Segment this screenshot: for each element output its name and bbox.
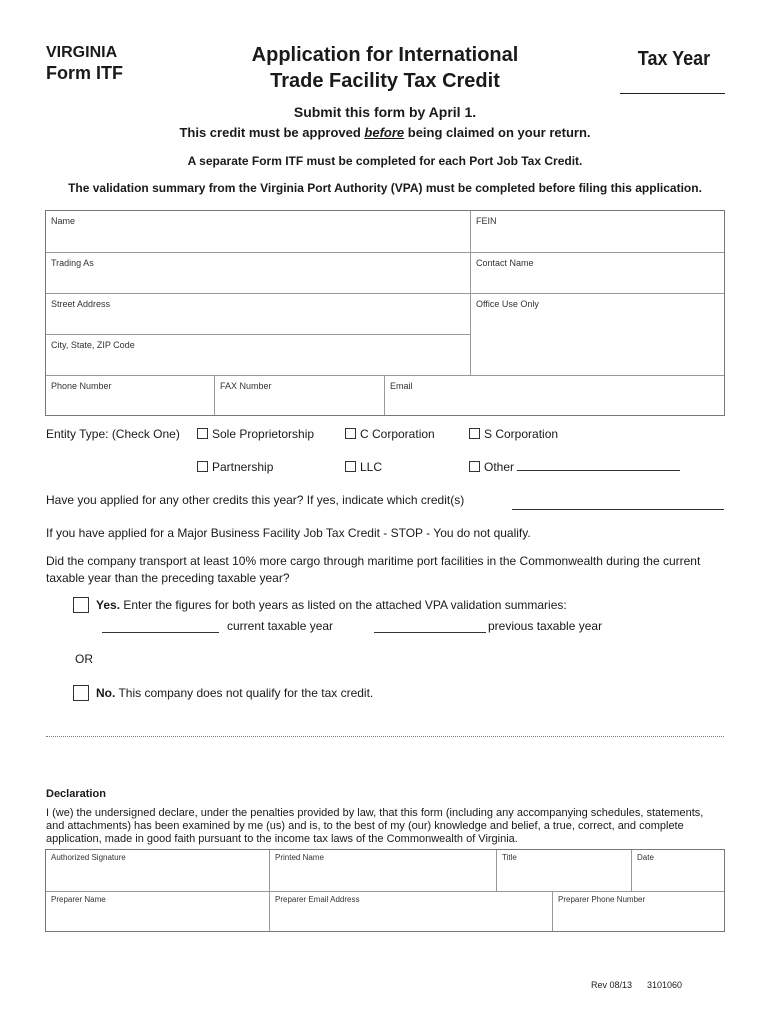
yes-checkbox[interactable]: [73, 597, 89, 613]
preparer-email-field[interactable]: [269, 891, 553, 931]
preparer-phone-field[interactable]: [552, 891, 724, 931]
separate-form-text: A separate Form ITF must be completed for each Port Job Tax Credit.: [187, 154, 583, 168]
entity-partnership[interactable]: [197, 460, 273, 474]
form-code: 3101060: [647, 980, 683, 990]
title-field[interactable]: [496, 850, 632, 891]
option-label: C Corporation: [360, 427, 435, 441]
revision-label: Rev 08/13: [591, 980, 633, 990]
city-state-zip-field[interactable]: [46, 334, 471, 375]
option-label: Sole Proprietorship: [212, 427, 315, 441]
no-checkbox[interactable]: [73, 685, 89, 701]
entity-c-corporation[interactable]: [345, 427, 435, 441]
no-option: [96, 686, 373, 700]
title-line-2: Trade Facility Tax Credit: [270, 70, 500, 92]
signature-grid: [45, 849, 725, 932]
form-title: [200, 42, 570, 94]
declaration-line-3: application, made in good faith pursuant to the income tax laws of the Commonwealth of Virginia.: [46, 833, 518, 845]
date-field[interactable]: [631, 850, 724, 891]
option-label: LLC: [360, 460, 383, 474]
declaration-line-1: I (we) the undersigned declare, under the penalties provided by law, that this form (including any accompanying schedules, statements,: [46, 807, 704, 819]
preparer-name-label: Preparer Name: [51, 895, 106, 904]
declaration-text: [46, 807, 736, 846]
contact-name-field[interactable]: [470, 252, 724, 293]
yes-label: Yes.: [96, 598, 121, 612]
approval-post: being claimed on your return.: [404, 125, 591, 140]
section-divider: [46, 736, 724, 737]
approval-text: [0, 125, 770, 140]
no-label: No.: [96, 686, 116, 700]
option-label: S Corporation: [484, 427, 559, 441]
major-business-warning: If you have applied for a Major Business Facility Job Tax Credit - STOP - You do not qualify.: [46, 526, 531, 540]
fein-label: FEIN: [476, 216, 497, 226]
printed-name-label: Printed Name: [275, 853, 324, 862]
entity-sole-proprietorship[interactable]: [197, 427, 314, 441]
entity-s-corporation[interactable]: [469, 427, 558, 441]
option-label: Partnership: [212, 460, 274, 474]
title-label: Title: [502, 853, 517, 862]
checkbox[interactable]: [345, 428, 356, 439]
no-text: This company does not qualify for the tax credit.: [115, 686, 374, 700]
office-use-field: [470, 293, 724, 375]
yes-text: Enter the figures for both years as listed on the attached VPA validation summaries:: [120, 598, 567, 612]
form-id: Form ITF: [46, 63, 123, 83]
preparer-email-label: Preparer Email Address: [275, 895, 360, 904]
cargo-question-line-1: Did the company transport at least 10% more cargo through maritime port facilities in the Commonwealth during the current: [46, 554, 701, 568]
email-field[interactable]: [384, 375, 724, 415]
phone-label: Phone Number: [51, 381, 112, 391]
cargo-question-line-2: taxable year than the preceding taxable year?: [46, 571, 290, 585]
or-label: OR: [75, 652, 93, 666]
authorized-signature-label: Authorized Signature: [51, 853, 126, 862]
submit-by-text: Submit this form by April 1.: [293, 104, 477, 120]
phone-field[interactable]: [46, 375, 215, 415]
authorized-signature-field[interactable]: [46, 850, 270, 891]
taxpayer-info-grid: [45, 210, 725, 416]
checkbox[interactable]: [197, 428, 208, 439]
office-use-label: Office Use Only: [476, 299, 539, 309]
approval-pre: This credit must be approved: [179, 125, 365, 140]
declaration-line-2: and attachments) has been examined by me (us) and is, to the best of my (our) knowledge and belief, a true, correct, and complete: [46, 820, 684, 832]
approval-emphasis: before: [364, 125, 405, 140]
option-label: Other: [484, 460, 515, 474]
fein-field[interactable]: [470, 211, 724, 252]
fax-label: FAX Number: [220, 381, 272, 391]
other-entity-input[interactable]: [517, 470, 680, 471]
other-credits-input[interactable]: [512, 509, 724, 510]
email-label: Email: [390, 381, 413, 391]
street-address-label: Street Address: [51, 299, 111, 309]
printed-name-field[interactable]: [269, 850, 497, 891]
trading-as-label: Trading As: [51, 258, 94, 268]
date-label: Date: [637, 853, 654, 862]
trading-as-field[interactable]: [46, 252, 471, 293]
yes-option: [96, 598, 567, 612]
checkbox[interactable]: [469, 428, 480, 439]
checkbox[interactable]: [197, 461, 208, 472]
title-line-1: Application for International: [251, 44, 519, 66]
declaration-heading: Declaration: [46, 788, 106, 800]
entity-type-label: Entity Type: (Check One): [46, 427, 180, 441]
fax-field[interactable]: [214, 375, 385, 415]
entity-other[interactable]: [469, 460, 514, 474]
current-year-label: current taxable year: [227, 619, 334, 633]
preparer-phone-label: Preparer Phone Number: [558, 895, 646, 904]
entity-llc[interactable]: [345, 460, 382, 474]
checkbox[interactable]: [469, 461, 480, 472]
name-field[interactable]: [46, 211, 471, 252]
current-year-input[interactable]: [102, 632, 219, 633]
other-credits-question: Have you applied for any other credits this year? If yes, indicate which credit(s): [46, 493, 465, 507]
city-state-zip-label: City, State, ZIP Code: [51, 340, 135, 350]
validation-text: The validation summary from the Virginia Port Authority (VPA) must be completed before filing this application.: [68, 181, 702, 195]
contact-name-label: Contact Name: [476, 258, 534, 268]
tax-year-label: Tax Year: [637, 48, 711, 70]
previous-year-label: previous taxable year: [488, 619, 603, 633]
checkbox[interactable]: [345, 461, 356, 472]
tax-year-field[interactable]: [620, 93, 725, 94]
street-address-field[interactable]: [46, 293, 471, 334]
state-label: VIRGINIA: [46, 44, 118, 61]
form-header-left: [46, 43, 123, 83]
name-label: Name: [51, 216, 76, 226]
preparer-name-field[interactable]: [46, 891, 270, 931]
previous-year-input[interactable]: [374, 632, 486, 633]
